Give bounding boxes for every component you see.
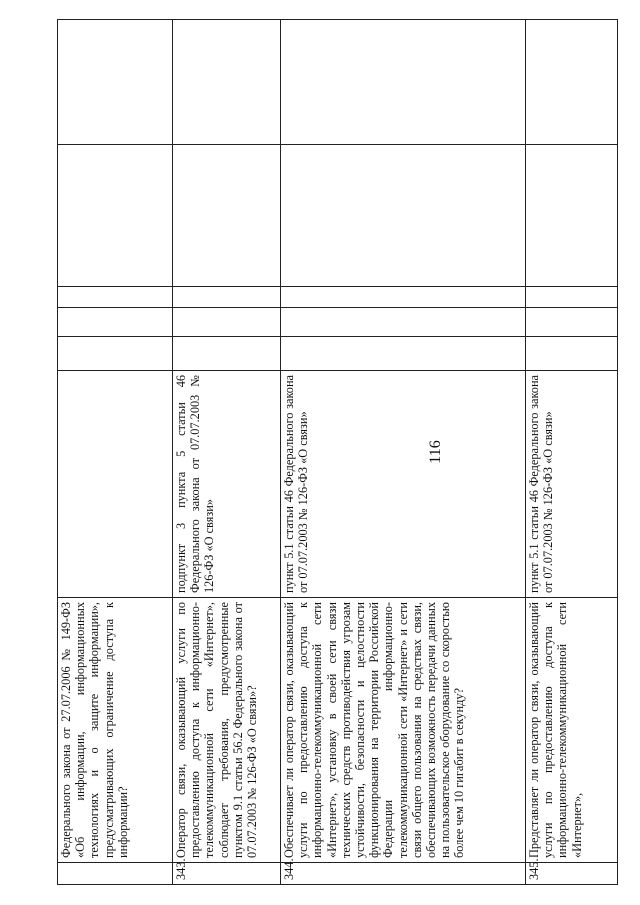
answer-na-cell [526,287,618,308]
checklist-table [57,19,618,885]
notes-cell [281,145,526,287]
notes-cell [58,145,173,287]
table-row [281,20,526,885]
basis-cell: подпункт 3 пункта 5 статьи 46 Федерального закона от 07.07.2003 № 126-ФЗ «О связи» [173,371,281,598]
table-row [526,20,618,885]
basis-cell [58,371,173,598]
answer-na-cell [281,287,526,308]
basis-cell: пункт 5.1 статьи 46 Федерального закона от 07.07.2003 № 126-ФЗ «О связи» [281,371,526,598]
question-cell: Обеспечивает ли оператор связи, оказывающий услуги по предоставлению доступа к информационно-телекоммуникационной сети «Интернет», установку в своей сети связи технических средств противодействия угрозам устойчивости, безопасности и целостности функционирования на территории Российской Федерации информационно-телекоммуникационной сети «Интернет» и сети связи общего пользования на средствах связи, обеспечивающих возможность передачи данных на пользовательское оборудование со скоростью более чем 10 гигабит в секунду? [281,598,526,863]
row-number: 344. [281,863,526,885]
answer-no-cell [281,308,526,337]
table-row [58,20,173,885]
row-number [58,863,173,885]
answer-yes-cell [281,337,526,371]
table-row [173,20,281,885]
question-cell: Оператор связи, оказывающий услуги по предоставлению доступа к информационно-телекоммуникационной сети «Интернет», соблюдает требования, предусмотренные пунктом 9.1 статьи 56.2 Федерального закона от 07.07.2003 № 126-ФЗ «О связи»? [173,598,281,863]
answer-na-cell [173,287,281,308]
notes-cell [526,145,618,287]
basis-cell: пункт 5.1 статьи 46 Федерального закона от 07.07.2003 № 126-ФЗ «О связи» [526,371,618,598]
extra-cell [281,20,526,145]
answer-no-cell [173,308,281,337]
notes-cell [173,145,281,287]
row-number: 345. [526,863,618,885]
question-cell: Федерального закона от 27.07.2006 № 149-ФЗ «Об информации, информационных технологиях и о защите информации», предусматривающих ограничение доступа к информации? [58,598,173,863]
row-number: 343. [173,863,281,885]
question-cell: Представляет ли оператор связи, оказывающий услуги по предоставлению доступа к информационно-телекоммуникационной сети «Интернет», [526,598,618,863]
page-number: 116 [427,440,444,464]
answer-yes-cell [526,337,618,371]
extra-cell [526,20,618,145]
rotated-table-container [57,20,617,885]
answer-yes-cell [58,337,173,371]
answer-yes-cell [173,337,281,371]
extra-cell [173,20,281,145]
answer-no-cell [58,308,173,337]
answer-no-cell [526,308,618,337]
answer-na-cell [58,287,173,308]
extra-cell [58,20,173,145]
